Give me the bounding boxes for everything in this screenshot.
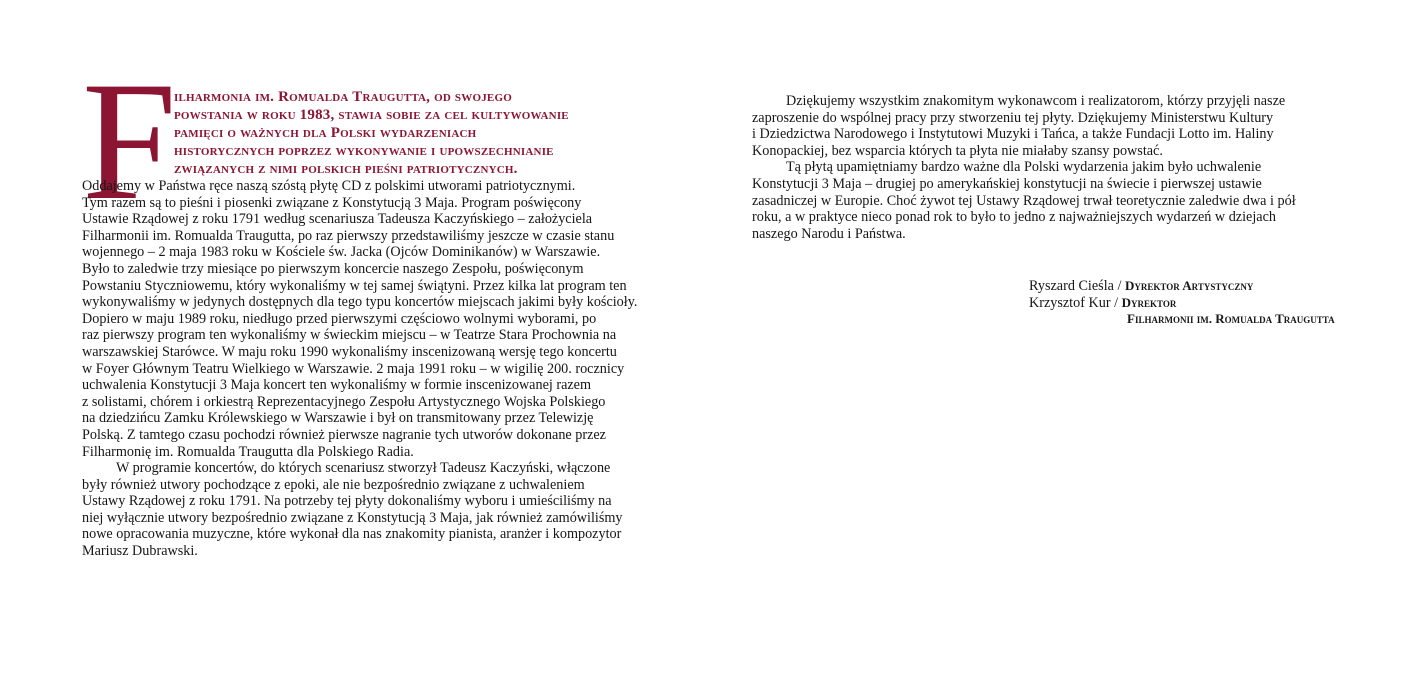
body-line: uchwalenia Konstytucji 3 Maja koncert ten wykonaliśmy w formie inscenizowanej razem — [82, 377, 592, 394]
intro-line: pamięci o ważnych dla Polski wydarzeniach — [174, 125, 477, 141]
body-line: Filharmonii im. Romualda Traugutta, po raz pierwszy przedstawiliśmy jeszcze w czasie stanu — [82, 227, 615, 244]
signature-role-continued: Filharmonii im. Romualda Traugutta — [1127, 311, 1335, 327]
body-line: roku, a w praktyce nieco ponad rok to było to jedno z najważniejszych wydarzeń w dziejach — [752, 209, 1276, 226]
body-line: nowe opracowania muzyczne, które wykonał dla nas znakomity pianista, aranżer i kompozytor — [82, 526, 622, 543]
right-body-text — [752, 93, 1342, 242]
signature-line — [1029, 295, 1369, 312]
intro-line: związanych z nimi polskich pieśni patriotycznych. — [174, 161, 518, 177]
body-line: Polską. Z tamtego czasu pochodzi również pierwsze nagranie tych utworów dokonane przez — [82, 426, 606, 443]
body-line: zaproszenie do wspólnej pracy przy stworzeniu tej płyty. Dziękujemy Ministerstwu Kultury — [752, 109, 1274, 126]
intro-line: ilharmonia im. Romualda Traugutta, od swojego — [174, 89, 512, 105]
body-line: W programie koncertów, do których scenariusz stworzył Tadeusz Kaczyński, włączone — [116, 460, 611, 477]
body-line: raz pierwszy program ten wykonaliśmy w świeckim miejscu – w Teatrze Stara Prochownia na — [82, 327, 617, 344]
signature-name: Krzysztof Kur — [1029, 294, 1111, 311]
body-line: Tym razem są to pieśni i piosenki związane z Konstytucją 3 Maja. Program poświęcony — [82, 194, 582, 211]
body-line: naszego Narodu i Państwa. — [752, 225, 906, 242]
body-line: Konstytucji 3 Maja – drugiej po amerykańskiej konstytucji na świecie i pierwszej ustawie — [752, 175, 1262, 192]
body-line: Mariusz Dubrawski. — [82, 543, 198, 560]
body-line: Ustawie Rządowej z roku 1791 według scenariusza Tadeusza Kaczyńskiego – założyciela — [82, 211, 593, 228]
body-line: Dziękujemy wszystkim znakomitym wykonawcom i realizatorom, którzy przyjęli nasze — [786, 93, 1286, 109]
signature-separator: / — [1113, 278, 1125, 294]
body-line: na dziedzińcu Zamku Królewskiego w Warszawie i był on transmitowany przez Telewizję — [82, 410, 594, 427]
body-line: i Dziedzictwa Narodowego i Instytutowi Muzyki i Tańca, a także Fundacji Lotto im. Haliny — [752, 126, 1274, 143]
signature-block — [1029, 278, 1369, 328]
signature-line — [1029, 311, 1369, 328]
signature-line — [1029, 278, 1369, 295]
body-line: Oddajemy w Państwa ręce naszą szóstą płytę CD z polskimi utworami patriotycznymi. — [82, 178, 576, 194]
body-line: Tą płytą upamiętniamy bardzo ważne dla Polski wydarzenia jakim było uchwalenie — [786, 159, 1262, 176]
body-line: wojennego – 2 maja 1983 roku w Kościele św. Jacka (Ojców Dominikanów) w Warszawie. — [82, 244, 601, 261]
dropcap-letter: F — [82, 47, 173, 235]
body-line: warszawskiej Starówce. W maju roku 1990 wykonaliśmy inscenizowaną wersję tego koncertu — [82, 343, 617, 360]
body-line: Konopackiej, bez wsparcia których ta płyta nie miałaby szansy powstać. — [752, 142, 1163, 159]
body-line: Ustawy Rządowej z roku 1791. Na potrzeby tej płyty dokonaliśmy wyboru i umieściliśmy na — [82, 493, 612, 510]
signature-role: Dyrektor — [1121, 294, 1177, 310]
intro-line: historycznych poprzez wykonywanie i upowszechnianie — [174, 143, 554, 159]
signature-separator: / — [1110, 294, 1122, 311]
body-line: Powstaniu Styczniowemu, który wykonaliśmy w tej samej świątyni. Przez kilka lat program ten — [82, 277, 627, 294]
body-line: z solistami, chórem i orkiestrą Reprezentacyjnego Zespołu Artystycznego Wojska Polskiego — [82, 393, 606, 410]
body-line: były również utwory pochodzące z epoki, ale nie bezpośrednio związane z uchwaleniem — [82, 476, 585, 493]
body-line: Filharmonię im. Romualda Traugutta dla Polskiego Radia. — [82, 443, 414, 460]
body-line: w Foyer Głównym Teatru Wielkiego w Warszawie. 2 maja 1991 roku – w wigilię 200. rocznicy — [82, 360, 625, 377]
intro-heading — [174, 88, 674, 178]
signature-role: Dyrektor Artystyczny — [1124, 278, 1254, 293]
body-line: niej wyłącznie utwory bezpośrednio związane z Konstytucją 3 Maja, jak również zamówiliśmy — [82, 509, 623, 526]
body-line: Było to zaledwie trzy miesiące po pierwszym koncercie naszego Zespołu, poświęconym — [82, 260, 584, 277]
body-line: Dopiero w maju 1989 roku, niedługo przed pierwszymi częściowo wolnymi wyborami, po — [82, 310, 597, 327]
signature-name: Ryszard Cieśla — [1029, 278, 1114, 294]
body-line: zasadniczej w Europie. Choć żywot tej Ustawy Rządowej trwał teoretycznie zaledwie dwa i pół — [752, 192, 1296, 209]
intro-line: powstania w roku 1983, stawia sobie za cel kultywowanie — [174, 107, 569, 123]
body-line: wykonywaliśmy w jedynych dostępnych dla tego typu koncertów miejscach jakimi były kościoły. — [82, 294, 638, 311]
left-body-text — [82, 178, 682, 560]
